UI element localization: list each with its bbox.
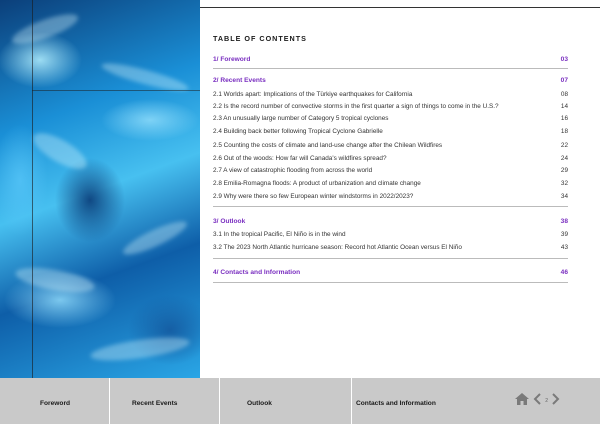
section-page: 07 bbox=[560, 77, 568, 84]
item-label: 2.7 A view of catastrophic flooding from across the world bbox=[213, 167, 373, 174]
item-page: 16 bbox=[560, 115, 568, 122]
footer-nav-outlook[interactable]: Outlook bbox=[247, 400, 272, 407]
footer-nav-contacts[interactable]: Contacts and Information bbox=[356, 400, 436, 407]
toc-section-outlook[interactable] bbox=[213, 218, 568, 225]
item-label: 3.2 The 2023 North Atlantic hurricane season: Record hot Atlantic Ocean versus El Niño bbox=[213, 244, 462, 251]
item-label: 2.2 Is the record number of convective storms in the first quarter a sign of things to come in the U.S.? bbox=[213, 103, 499, 110]
toc-section-recent-events[interactable] bbox=[213, 77, 568, 84]
page-controls bbox=[515, 394, 560, 408]
item-page: 32 bbox=[560, 180, 568, 187]
next-arrow-icon[interactable] bbox=[552, 392, 560, 410]
toc-item[interactable] bbox=[213, 193, 568, 200]
item-label: 2.6 Out of the woods: How far will Canada's wildfires spread? bbox=[213, 155, 387, 162]
toc-item[interactable] bbox=[213, 244, 568, 251]
item-page: 24 bbox=[560, 155, 568, 162]
item-label: 2.8 Emilia-Romagna floods: A product of urbanization and climate change bbox=[213, 180, 421, 187]
cover-image bbox=[0, 0, 200, 378]
toc-item[interactable] bbox=[213, 103, 568, 110]
item-page: 18 bbox=[560, 128, 568, 135]
toc-item[interactable] bbox=[213, 115, 568, 122]
item-label: 2.9 Why were there so few European winter windstorms in 2022/2023? bbox=[213, 193, 414, 200]
divider bbox=[213, 258, 568, 259]
footer-nav bbox=[0, 378, 600, 424]
section-label: 2/ Recent Events bbox=[213, 77, 266, 84]
section-page: 46 bbox=[560, 269, 568, 276]
toc-item[interactable] bbox=[213, 231, 568, 238]
item-page: 14 bbox=[560, 103, 568, 110]
toc-item[interactable] bbox=[213, 142, 568, 149]
section-page: 38 bbox=[560, 218, 568, 225]
footer-nav-recent-events[interactable]: Recent Events bbox=[132, 400, 178, 407]
divider bbox=[213, 282, 568, 283]
section-label: 1/ Foreword bbox=[213, 56, 251, 63]
item-label: 3.1 In the tropical Pacific, El Niño is in the wind bbox=[213, 231, 346, 238]
divider bbox=[213, 206, 568, 207]
item-page: 22 bbox=[560, 142, 568, 149]
item-page: 29 bbox=[560, 167, 568, 174]
toc-section-foreword[interactable] bbox=[213, 56, 568, 63]
home-icon[interactable] bbox=[515, 392, 529, 410]
item-page: 39 bbox=[560, 231, 568, 238]
item-page: 08 bbox=[560, 91, 568, 98]
item-label: 2.4 Building back better following Tropical Cyclone Gabrielle bbox=[213, 128, 383, 135]
item-page: 34 bbox=[560, 193, 568, 200]
item-label: 2.5 Counting the costs of climate and land-use change after the Chilean Wildfires bbox=[213, 142, 443, 149]
toc-item[interactable] bbox=[213, 180, 568, 187]
footer-nav-foreword[interactable]: Foreword bbox=[40, 400, 71, 407]
item-page: 43 bbox=[560, 244, 568, 251]
page-number: 2 bbox=[545, 398, 548, 404]
section-label: 4/ Contacts and Information bbox=[213, 269, 301, 276]
toc-item[interactable] bbox=[213, 167, 568, 174]
section-page: 03 bbox=[560, 56, 568, 63]
toc-section-contacts[interactable] bbox=[213, 269, 568, 276]
divider bbox=[213, 68, 568, 69]
toc-item[interactable] bbox=[213, 155, 568, 162]
top-rule bbox=[200, 7, 600, 8]
section-label: 3/ Outlook bbox=[213, 218, 246, 225]
toc-item[interactable] bbox=[213, 91, 568, 98]
item-label: 2.1 Worlds apart: Implications of the Türkiye earthquakes for California bbox=[213, 91, 413, 98]
item-label: 2.3 An unusually large number of Category 5 tropical cyclones bbox=[213, 115, 389, 122]
toc-title: TABLE OF CONTENTS bbox=[213, 34, 307, 43]
toc-item[interactable] bbox=[213, 128, 568, 135]
prev-arrow-icon[interactable] bbox=[533, 392, 541, 410]
